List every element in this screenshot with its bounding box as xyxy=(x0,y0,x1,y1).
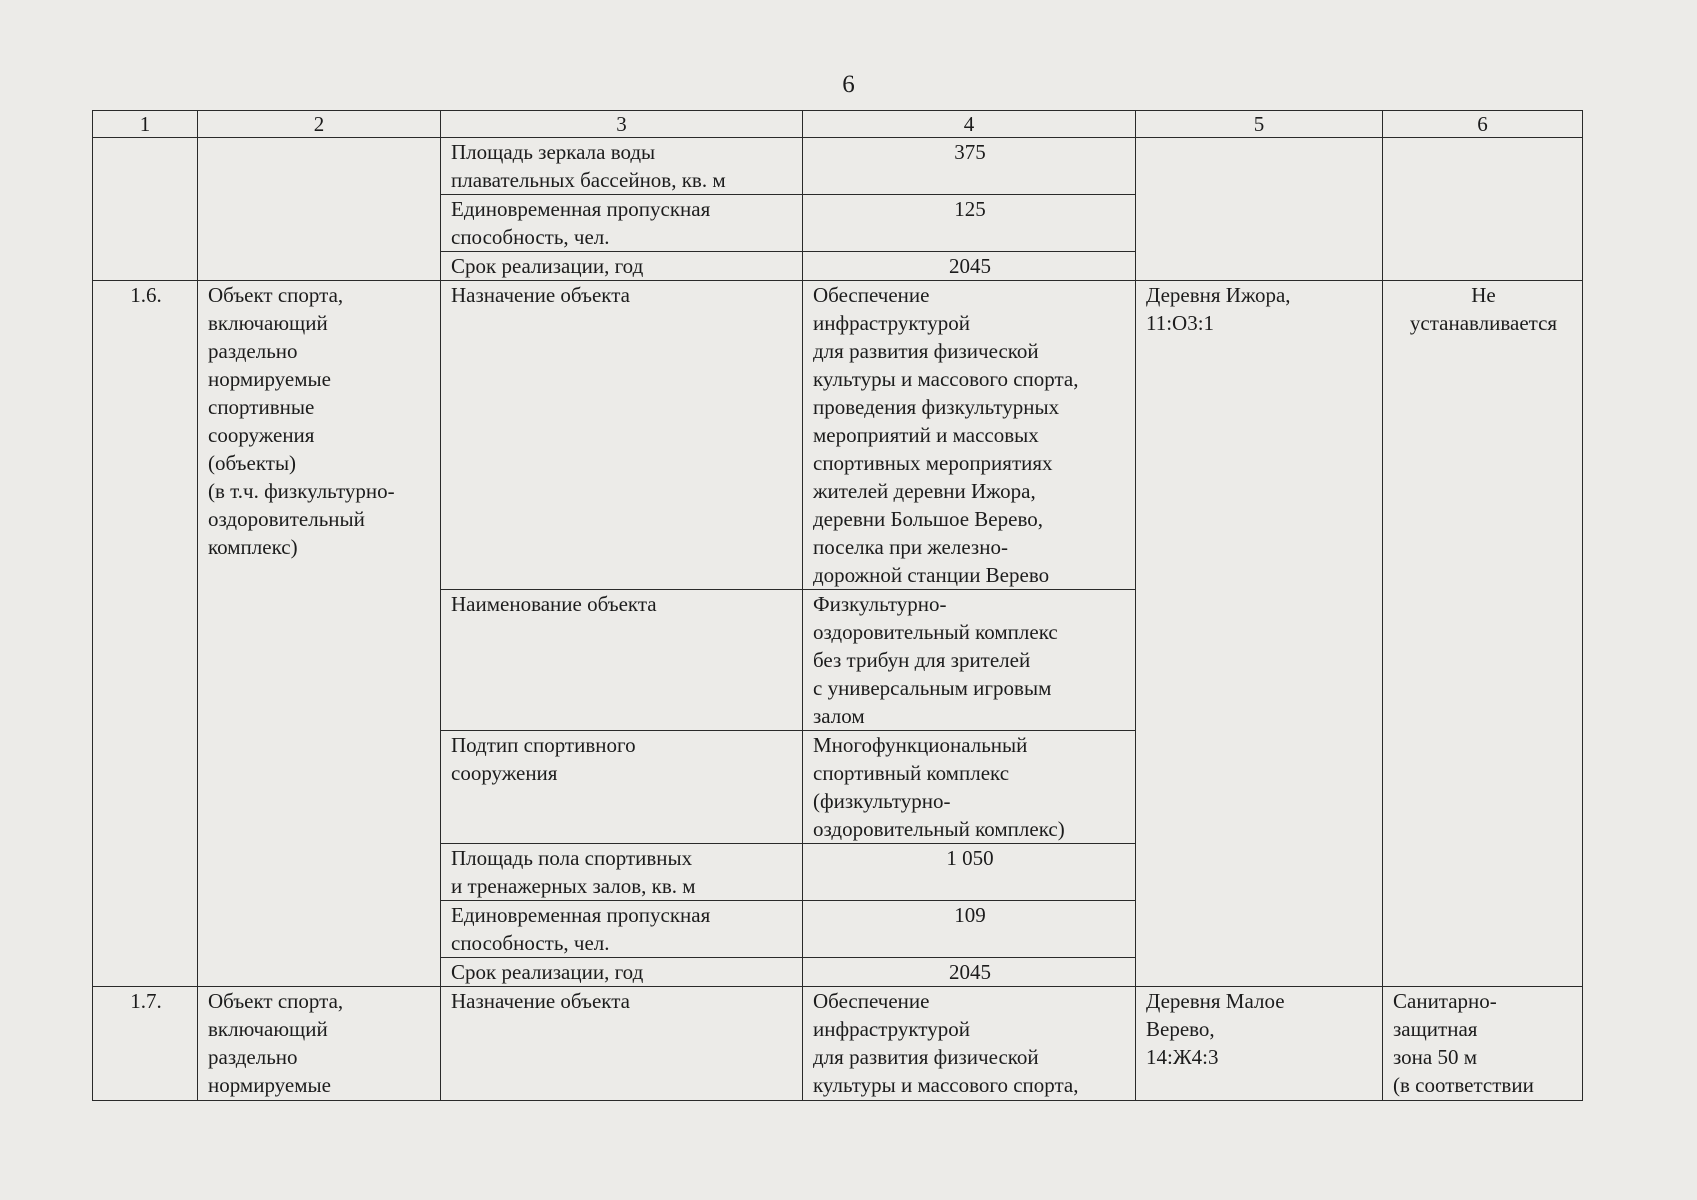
object-name: Объект спорта, включающий раздельно нормируемые xyxy=(198,987,441,1101)
cont-location-cell xyxy=(1136,138,1383,281)
param-value: 2045 xyxy=(803,958,1136,987)
param-value: 109 xyxy=(803,901,1136,958)
cont-name-cell xyxy=(198,138,441,281)
table-row xyxy=(93,138,1583,195)
column-header: 5 xyxy=(1136,111,1383,138)
page-number: 6 xyxy=(842,71,855,98)
param-value: Многофункциональный спортивный комплекс (физкультурно- оздоровительный комплекс) xyxy=(803,731,1136,844)
object-name: Объект спорта, включающий раздельно нормируемые спортивные сооружения (объекты) (в т.ч. физкультурно- оздоровительный комплекс) xyxy=(198,281,441,987)
param-value: 125 xyxy=(803,195,1136,252)
param-label: Назначение объекта xyxy=(441,987,803,1101)
param-value: 375 xyxy=(803,138,1136,195)
column-header: 6 xyxy=(1383,111,1583,138)
cont-num-cell xyxy=(93,138,198,281)
column-header: 3 xyxy=(441,111,803,138)
param-label: Наименование объекта xyxy=(441,590,803,731)
param-label: Срок реализации, год xyxy=(441,958,803,987)
param-value: Обеспечение инфраструктурой для развития физической культуры и массового спорта, xyxy=(803,987,1136,1101)
param-label: Назначение объекта xyxy=(441,281,803,590)
object-location: Деревня Малое Верево, 14:Ж4:3 xyxy=(1136,987,1383,1101)
column-header: 1 xyxy=(93,111,198,138)
object-location: Деревня Ижора, 11:О3:1 xyxy=(1136,281,1383,987)
column-header: 2 xyxy=(198,111,441,138)
param-label: Площадь зеркала воды плавательных бассейнов, кв. м xyxy=(441,138,803,195)
column-header: 4 xyxy=(803,111,1136,138)
param-label: Срок реализации, год xyxy=(441,252,803,281)
param-label: Подтип спортивного сооружения xyxy=(441,731,803,844)
table-row xyxy=(93,987,1583,1101)
sanitary-zone: Не устанавливается xyxy=(1383,281,1583,987)
param-label: Единовременная пропускная способность, чел. xyxy=(441,195,803,252)
param-label: Площадь пола спортивных и тренажерных залов, кв. м xyxy=(441,844,803,901)
param-value: 2045 xyxy=(803,252,1136,281)
sanitary-zone: Санитарно- защитная зона 50 м (в соответствии xyxy=(1383,987,1583,1101)
cont-zone-cell xyxy=(1383,138,1583,281)
param-value: 1 050 xyxy=(803,844,1136,901)
param-value: Обеспечение инфраструктурой для развития физической культуры и массового спорта, проведения физкультурных мероприятий и массовых спортивных мероприятиях жителей деревни Ижора, деревни Большое Верево, поселка при железно- дорожной станции Верево xyxy=(803,281,1136,590)
objects-table xyxy=(92,110,1583,1101)
object-number: 1.7. xyxy=(93,987,198,1101)
table-row xyxy=(93,281,1583,590)
object-number: 1.6. xyxy=(93,281,198,987)
column-number-row xyxy=(93,111,1583,138)
param-label: Единовременная пропускная способность, чел. xyxy=(441,901,803,958)
param-value: Физкультурно- оздоровительный комплекс без трибун для зрителей с универсальным игровым залом xyxy=(803,590,1136,731)
